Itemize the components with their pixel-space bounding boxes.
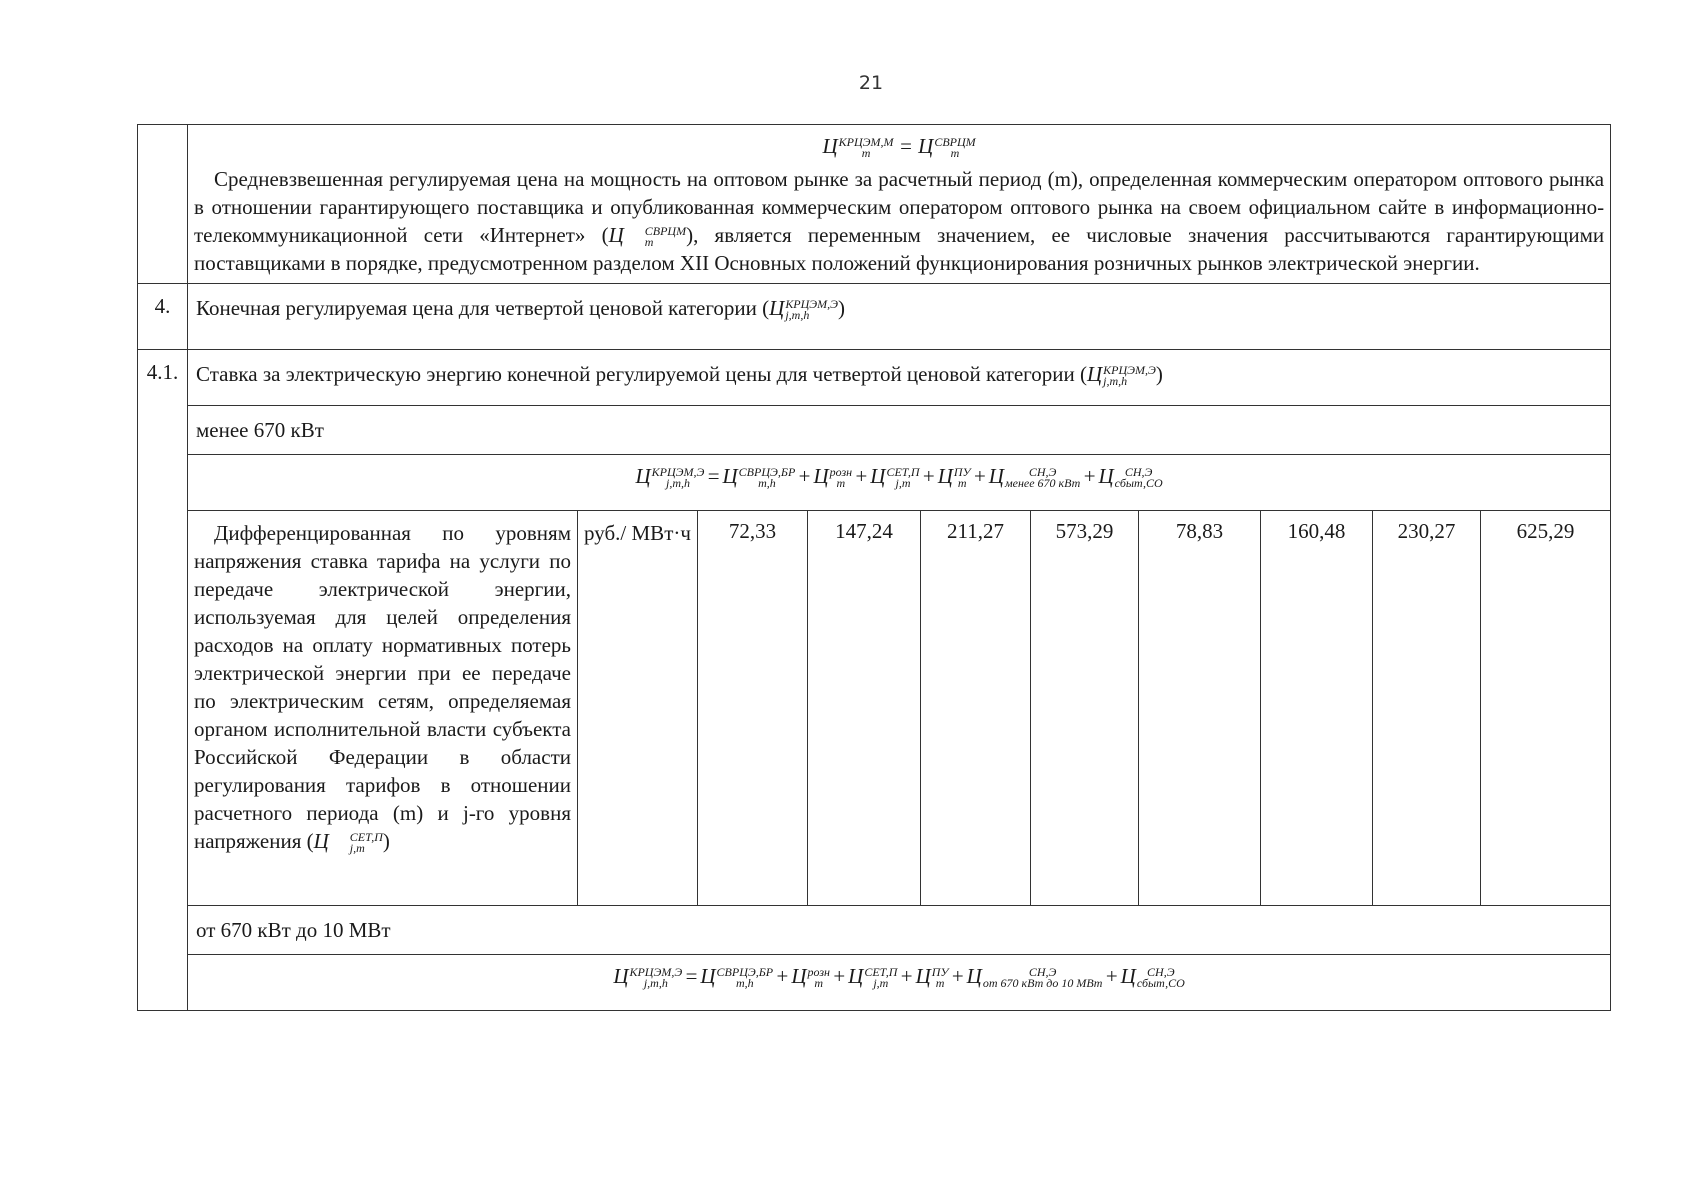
value-cell xyxy=(1261,511,1373,906)
formula-sub: j,m,h xyxy=(1103,374,1128,389)
tariff-table xyxy=(137,124,1611,1011)
table-row xyxy=(138,284,1611,350)
tariff-value: 72,33 xyxy=(728,519,777,544)
formula-sup: КРЦЭМ,Э xyxy=(1103,363,1156,378)
table-row xyxy=(138,455,1611,511)
tariff-value: 230,27 xyxy=(1397,519,1456,544)
formula-sub: сбыт,СО xyxy=(1136,976,1185,991)
band-label: менее 670 кВт xyxy=(196,418,324,443)
formula-sub: m xyxy=(814,976,824,991)
formula-band1 xyxy=(188,455,1610,495)
formula-sup: ПУ xyxy=(953,465,971,480)
formula-operator: + xyxy=(854,464,869,489)
page-number: 21 xyxy=(858,72,884,94)
value-cell xyxy=(1139,511,1261,906)
formula-sub: j,m xyxy=(895,476,911,491)
value-cell xyxy=(921,511,1031,906)
formula-sup: СН,Э xyxy=(1028,465,1057,480)
formula-symbol: Ц xyxy=(813,464,829,489)
band-label-cell xyxy=(188,406,1611,455)
tariff-value: 211,27 xyxy=(947,519,1004,544)
formula-symbol: Ц xyxy=(635,464,651,489)
formula-sup: СН,Э xyxy=(1124,465,1153,480)
value-cell xyxy=(1481,511,1611,906)
tariff-value: 78,83 xyxy=(1175,519,1224,544)
formula-operator: = xyxy=(706,464,721,489)
formula-symbol: Ц xyxy=(1098,464,1114,489)
section-title xyxy=(188,350,1610,398)
formula-sub: менее 670 кВт xyxy=(1004,476,1081,491)
formula-sup: СН,Э xyxy=(1147,965,1175,980)
table-row xyxy=(138,125,1611,284)
formula-sup: ПУ xyxy=(931,965,949,980)
formula-sup: СЕТ,П xyxy=(349,830,383,845)
formula-sup: СВРЦЭ,БР xyxy=(716,965,774,980)
formula-operator: + xyxy=(797,464,812,489)
section-text: ) xyxy=(838,296,846,321)
formula-operator: + xyxy=(1082,464,1097,489)
formula-symbol: Ц xyxy=(937,464,953,489)
formula-sub: j,m,h xyxy=(665,476,690,491)
formula-symbol: Ц xyxy=(848,964,864,989)
value-cell xyxy=(1031,511,1139,906)
formula-sup: КРЦЭМ,Э xyxy=(629,965,683,980)
tariff-value: 625,29 xyxy=(1516,519,1575,544)
row-number-cell xyxy=(138,125,188,284)
row-number: 4. xyxy=(138,284,188,350)
formula-sup: розн xyxy=(829,465,853,480)
section-text: ) xyxy=(1155,362,1163,387)
value-cell xyxy=(808,511,921,906)
formula-sup: СВРЦМ xyxy=(644,224,687,239)
formula-sup: СЕТ,П xyxy=(886,465,920,480)
formula-sub: m,h xyxy=(758,476,776,491)
formula-sup: розн xyxy=(807,965,830,980)
tariff-description-cell xyxy=(188,511,578,906)
formula-operator: + xyxy=(899,964,914,989)
table-row xyxy=(138,955,1611,1011)
formula-sup: КРЦЭМ,Э xyxy=(651,465,705,480)
formula-symbol: Ц xyxy=(613,964,629,989)
formula-sub: m,h xyxy=(736,976,754,991)
formula-cell xyxy=(188,455,1611,511)
formula-operator: = xyxy=(898,134,913,158)
formula-band2 xyxy=(188,955,1610,995)
formula-symbol: Ц xyxy=(608,223,624,248)
table-row xyxy=(138,350,1611,406)
formula-operator: + xyxy=(972,464,987,489)
formula-operator: + xyxy=(921,464,936,489)
formula-sub: j,m xyxy=(873,976,889,991)
formula-sub: j,m xyxy=(349,841,365,856)
formula-sup: КРЦЭМ,М xyxy=(838,135,894,150)
formula-symbol: Ц xyxy=(870,464,886,489)
formula-sub: m xyxy=(861,146,871,161)
unit-label: руб./ МВт·ч xyxy=(584,521,691,546)
value-cell xyxy=(1373,511,1481,906)
band-label-cell xyxy=(188,906,1611,955)
table-row xyxy=(138,511,1611,906)
formula-cell xyxy=(188,955,1611,1011)
formula-sub: m xyxy=(950,146,960,161)
formula-sub: m xyxy=(935,976,945,991)
formula-operator: + xyxy=(775,964,790,989)
tariff-description-text: ) xyxy=(382,829,390,854)
formula-symbol: Ц xyxy=(769,296,785,321)
row-number: 4.1. xyxy=(138,350,188,1011)
table-row xyxy=(138,406,1611,455)
content-cell xyxy=(188,125,1611,284)
formula-symbol: Ц xyxy=(966,964,982,989)
formula-sup: СВРЦМ xyxy=(934,135,976,150)
tariff-description xyxy=(188,511,577,861)
formula-symbol: Ц xyxy=(822,134,838,158)
section-text: Ставка за электрическую энергию конечной регулируемой цены для четвертой ценовой категории ( xyxy=(196,362,1087,387)
formula-operator: + xyxy=(831,964,847,989)
formula-sub: сбыт,СО xyxy=(1114,476,1163,491)
formula-symbol: Ц xyxy=(915,964,931,989)
section-title-cell xyxy=(188,284,1611,350)
value-cell xyxy=(698,511,808,906)
formula-symbol: Ц xyxy=(313,829,329,854)
paragraph-text: ), является переменным значением, ее числовые значения рассчитываются гарантирующими поставщиками в порядке, предусмотренном разделом XII Основных положений функционирования розничных рынков электрической энергии. xyxy=(194,223,1605,276)
formula-sup: СЕТ,П xyxy=(864,965,898,980)
tariff-value: 160,48 xyxy=(1287,519,1346,544)
formula-sub: m xyxy=(957,476,967,491)
tariff-description-text: Дифференцированная по уровням напряжения ставка тарифа на услуги по передаче электрической энергии, используемая для целей определения расходов на оплату нормативных потерь электрической энергии при ее передаче по электрическим сетям, определяемая органом исполнительной власти субъекта Российской Федерации в области регулирования тарифов в отношении расчетного периода (m) и j-го уровня напряжения ( xyxy=(194,521,571,854)
section-title xyxy=(188,284,1610,332)
formula-sub: j,m,h xyxy=(643,976,668,991)
formula-operator: + xyxy=(950,964,965,989)
section-text: Конечная регулируемая цена для четвертой ценовой категории ( xyxy=(196,296,770,321)
tariff-value: 573,29 xyxy=(1055,519,1114,544)
table-row xyxy=(138,906,1611,955)
section-title-cell xyxy=(188,350,1611,406)
band-label: от 670 кВт до 10 МВт xyxy=(196,918,391,943)
formula-sup: СН,Э xyxy=(1028,965,1057,980)
description-paragraph xyxy=(188,165,1610,283)
formula-sub: m xyxy=(836,476,846,491)
formula-symbol: Ц xyxy=(1086,362,1103,387)
unit-cell xyxy=(578,511,698,906)
formula-sub: j,m,h xyxy=(785,308,810,323)
formula-symbol: Ц xyxy=(918,134,934,158)
formula-symbol: Ц xyxy=(700,964,716,989)
tariff-value: 147,24 xyxy=(835,519,893,544)
formula-symbol: Ц xyxy=(988,464,1004,489)
formula-sup: СВРЦЭ,БР xyxy=(738,465,796,480)
formula-operator: + xyxy=(1104,964,1119,989)
formula-top xyxy=(188,125,1610,165)
formula-symbol: Ц xyxy=(791,964,807,989)
formula-sub: от 670 кВт до 10 МВт xyxy=(982,976,1103,991)
paragraph-text: Средневзвешенная регулируемая цена на мощность на оптовом рынке за расчетный период (m), определенная коммерческим оператором оптового рынка в отношении гарантирующего поставщика и опубликованная коммерческим оператором оптового рынка на своем официальном сайте в информационно-телекоммуникационной сети «Интернет» ( xyxy=(194,167,1605,248)
formula-symbol: Ц xyxy=(722,464,738,489)
formula-sup: КРЦЭМ,Э xyxy=(785,297,839,312)
formula-symbol: Ц xyxy=(1120,964,1136,989)
formula-operator: = xyxy=(684,964,699,989)
formula-sub: m xyxy=(644,235,654,250)
